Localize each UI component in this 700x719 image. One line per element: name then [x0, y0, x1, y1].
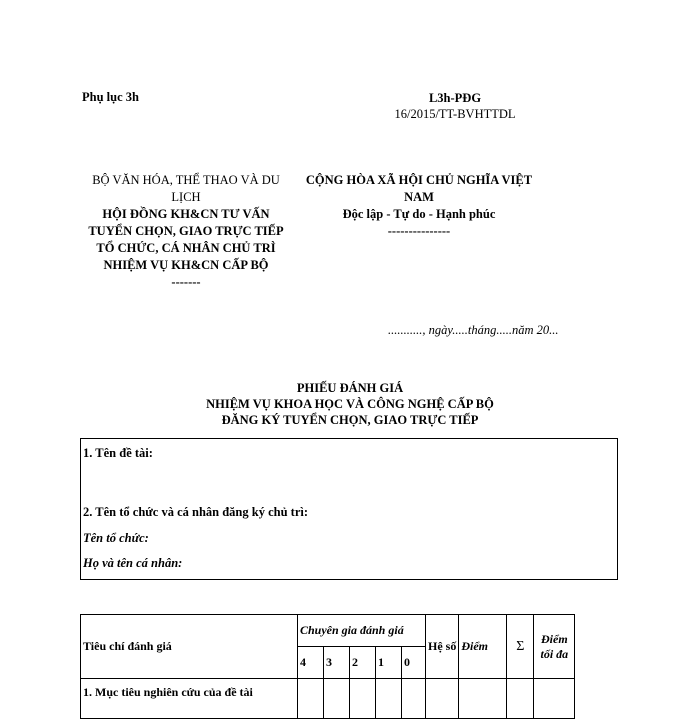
- left-separator: -------: [171, 275, 201, 289]
- sum-symbol: Σ: [507, 615, 534, 679]
- table-cell: [350, 679, 376, 719]
- criteria-header: Tiêu chí đánh giá: [81, 615, 298, 679]
- table-cell: [298, 679, 324, 719]
- expert-score-4: 4: [298, 647, 324, 679]
- coefficient-header: Hệ số: [426, 615, 459, 679]
- appendix-label: Phụ lục 3h: [82, 90, 139, 104]
- form-code-block: [380, 90, 530, 122]
- expert-header: Chuyên gia đánh giá: [298, 615, 426, 647]
- national-motto: Độc lập - Tự do - Hạnh phúc: [342, 207, 496, 221]
- table-cell: [376, 679, 402, 719]
- national-header: [305, 172, 533, 240]
- max-score-header: Điểm tối đa: [534, 615, 575, 679]
- table-cell: [426, 679, 459, 719]
- title-line-2: NHIỆM VỤ KHOA HỌC VÀ CÔNG NGHỆ CẤP BỘ: [206, 397, 494, 411]
- table-cell: [507, 679, 534, 719]
- expert-score-2: 2: [350, 647, 376, 679]
- person-name-label: Họ và tên cá nhân:: [83, 556, 183, 570]
- circular-number: 16/2015/TT-BVHTTDL: [394, 107, 516, 121]
- score-header: Điểm: [459, 615, 507, 679]
- org-section-label: 2. Tên tổ chức và cá nhân đăng ký chủ trì:: [83, 505, 309, 519]
- criteria-row-1-label: 1. Mục tiêu nghiên cứu của đề tài: [81, 679, 298, 719]
- council-name: HỘI ĐỒNG KH&CN TƯ VẤN TUYỂN CHỌN, GIAO TRỰC TIẾP TỔ CHỨC, CÁ NHÂN CHỦ TRÌ NHIỆM VỤ KH&CN CẤP BỘ: [88, 207, 284, 272]
- table-cell: [402, 679, 426, 719]
- date-line: ..........., ngày.....tháng.....năm 20...: [388, 323, 559, 337]
- topic-label: 1. Tên đề tài:: [83, 446, 153, 460]
- evaluation-table: [80, 614, 575, 719]
- issuing-authority: [88, 172, 284, 291]
- table-cell: [324, 679, 350, 719]
- title-line-1: PHIẾU ĐÁNH GIÁ: [296, 381, 404, 395]
- org-name-label: Tên tổ chức:: [83, 531, 149, 545]
- ministry-name: BỘ VĂN HÓA, THỂ THAO VÀ DU LỊCH: [92, 173, 280, 204]
- expert-score-3: 3: [324, 647, 350, 679]
- form-code: L3h-PĐG: [428, 91, 482, 105]
- right-separator: ---------------: [387, 224, 451, 238]
- expert-score-0: 0: [402, 647, 426, 679]
- country-name: CỘNG HÒA XÃ HỘI CHỦ NGHĨA VIỆT NAM: [305, 173, 533, 204]
- task-info-box: [80, 438, 618, 580]
- title-line-3: ĐĂNG KÝ TUYỂN CHỌN, GIAO TRỰC TIẾP: [221, 413, 479, 427]
- table-cell: [459, 679, 507, 719]
- expert-score-1: 1: [376, 647, 402, 679]
- table-cell: [534, 679, 575, 719]
- document-title: [150, 380, 550, 428]
